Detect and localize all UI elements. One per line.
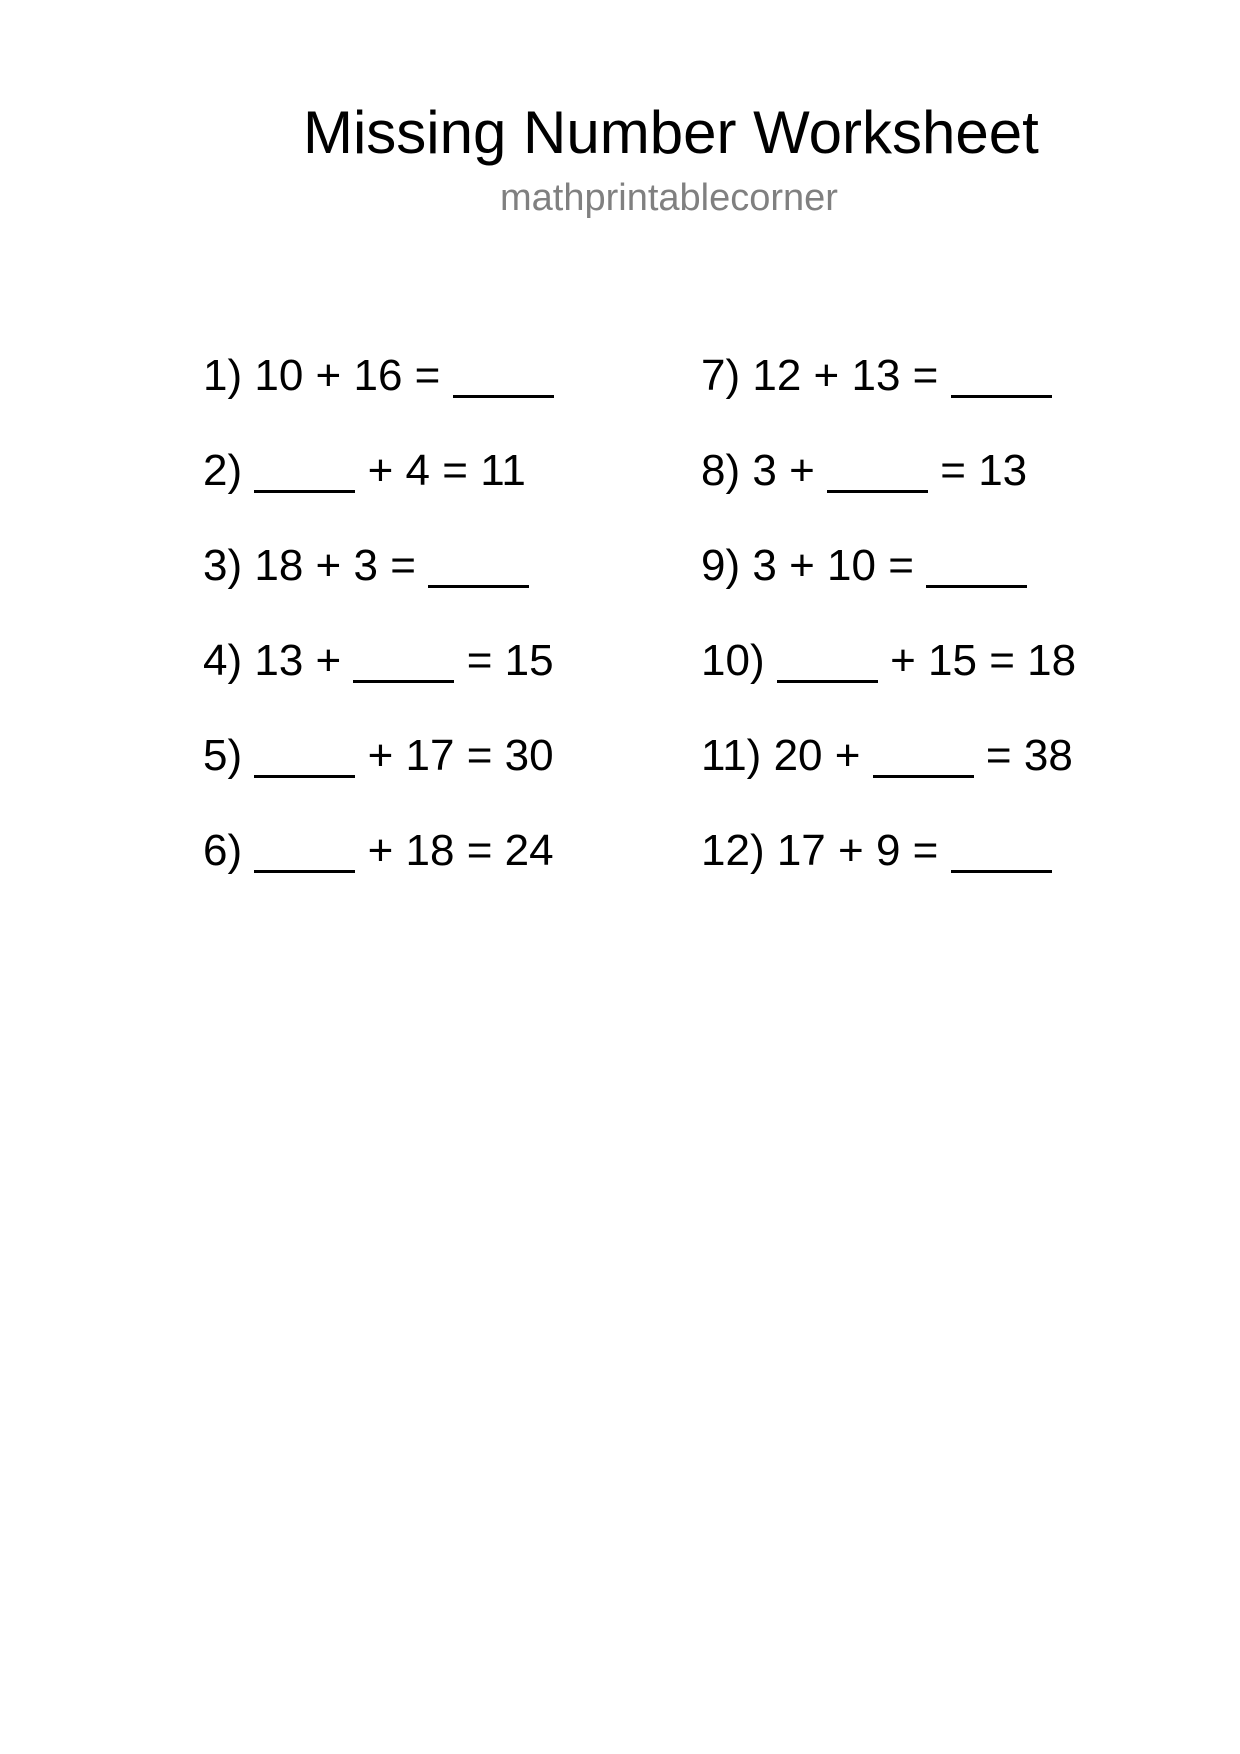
equals-sign: =: [888, 541, 914, 590]
answer-blank[interactable]: [453, 357, 554, 398]
problem-number: 8): [701, 446, 741, 495]
problem-number: 3): [203, 541, 243, 590]
problem-4: [203, 636, 554, 686]
plus-operator: +: [367, 446, 394, 495]
plus-operator: +: [315, 351, 342, 400]
problem-number: 5): [203, 731, 243, 780]
operand: 13: [254, 636, 304, 685]
equals-sign: =: [466, 731, 493, 780]
operand: 10: [827, 541, 876, 590]
operand: 38: [1023, 731, 1073, 780]
plus-operator: +: [315, 636, 342, 685]
operand: 17: [405, 731, 455, 780]
problem-number: 1): [203, 351, 243, 400]
operand: 9: [875, 826, 901, 875]
problem-5: [203, 731, 554, 781]
plus-operator: +: [890, 636, 916, 685]
equals-sign: =: [912, 826, 939, 875]
equals-sign: =: [912, 351, 939, 400]
problem-1: [203, 351, 554, 401]
answer-blank[interactable]: [827, 452, 928, 493]
operand: 3: [752, 446, 777, 495]
operand: 4: [405, 446, 431, 495]
equals-sign: =: [940, 446, 966, 495]
answer-blank[interactable]: [254, 832, 355, 873]
answer-blank[interactable]: [353, 642, 454, 683]
answer-blank[interactable]: [254, 737, 355, 778]
plus-operator: +: [789, 541, 815, 590]
answer-blank[interactable]: [777, 642, 878, 683]
operand: 18: [254, 541, 304, 590]
plus-operator: +: [834, 731, 861, 780]
operand: 12: [752, 351, 802, 400]
equals-sign: =: [442, 446, 468, 495]
problem-3: [203, 541, 529, 591]
operand: 15: [928, 636, 977, 685]
problem-2: [203, 446, 526, 496]
operand: 30: [504, 731, 554, 780]
answer-blank[interactable]: [951, 357, 1052, 398]
problem-12: [701, 826, 1052, 876]
problem-number: 7): [701, 351, 741, 400]
operand: 3: [353, 541, 378, 590]
answer-blank[interactable]: [926, 547, 1027, 588]
problem-10: [701, 636, 1076, 686]
plus-operator: +: [789, 446, 815, 495]
problem-number: 6): [203, 826, 243, 875]
worksheet-subtitle: mathprintablecorner: [500, 177, 838, 219]
plus-operator: +: [838, 826, 864, 875]
equals-sign: =: [414, 351, 441, 400]
operand: 13: [978, 446, 1028, 495]
operand: 18: [1027, 636, 1077, 685]
operand: 24: [504, 826, 554, 875]
operand: 13: [851, 351, 901, 400]
problem-7: [701, 351, 1052, 401]
equals-sign: =: [989, 636, 1015, 685]
operand: 20: [773, 731, 823, 780]
worksheet-title: Missing Number Worksheet: [303, 99, 1039, 166]
plus-operator: +: [367, 826, 394, 875]
problem-number: 9): [701, 541, 741, 590]
equals-sign: =: [466, 636, 493, 685]
operand: 18: [405, 826, 455, 875]
operand: 11: [480, 446, 526, 495]
plus-operator: +: [813, 351, 840, 400]
plus-operator: +: [315, 541, 342, 590]
operand: 10: [254, 351, 304, 400]
equals-sign: =: [390, 541, 416, 590]
problem-number: 11): [701, 731, 762, 780]
equals-sign: =: [985, 731, 1012, 780]
operand: 17: [776, 826, 826, 875]
problem-number: 4): [203, 636, 243, 685]
equals-sign: =: [466, 826, 493, 875]
problem-9: [701, 541, 1027, 591]
operand: 16: [353, 351, 403, 400]
problem-11: [701, 731, 1073, 781]
problem-number: 2): [203, 446, 243, 495]
answer-blank[interactable]: [428, 547, 529, 588]
problem-number: 12): [701, 826, 765, 875]
answer-blank[interactable]: [951, 832, 1052, 873]
problem-number: 10): [701, 636, 765, 685]
problem-8: [701, 446, 1027, 496]
operand: 3: [752, 541, 777, 590]
answer-blank[interactable]: [254, 452, 355, 493]
plus-operator: +: [367, 731, 394, 780]
operand: 15: [504, 636, 554, 685]
answer-blank[interactable]: [873, 737, 974, 778]
problem-6: [203, 826, 554, 876]
